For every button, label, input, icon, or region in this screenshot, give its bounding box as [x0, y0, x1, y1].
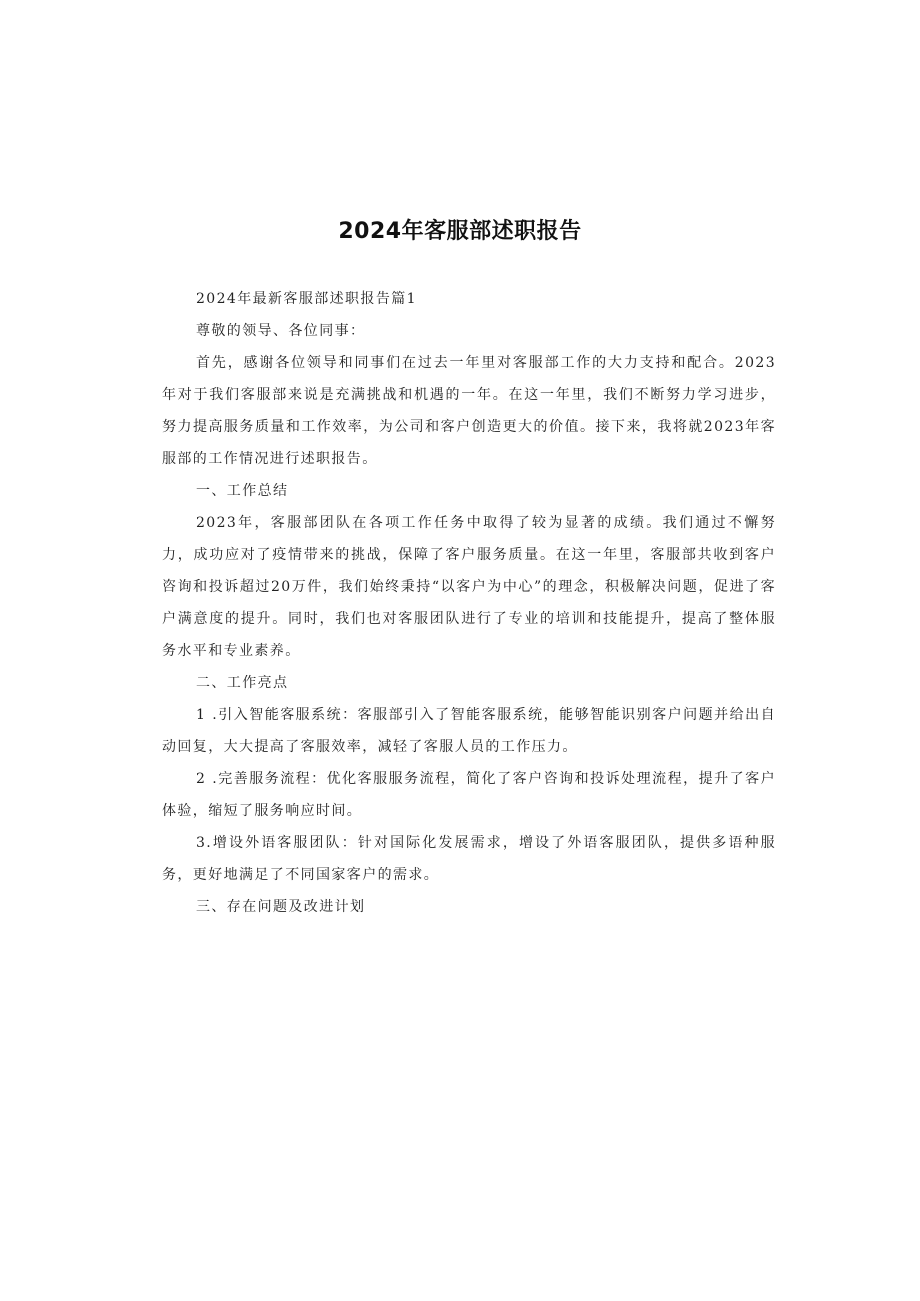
document-body — [162, 283, 776, 923]
section-heading-highlights: 二、工作亮点 — [196, 675, 289, 691]
paragraph-highlight-1: 1 .引入智能客服系统：客服部引入了智能客服系统，能够智能识别客户问题并给出自动回复，大大提高了客服效率，减轻了客服人员的工作压力。 — [162, 707, 776, 755]
paragraph-intro: 首先，感谢各位领导和同事们在过去一年里对客服部工作的大力支持和配合。2023年对于我们客服部来说是充满挑战和机遇的一年。在这一年里，我们不断努力学习进步，努力提高服务质量和工作效率，为公司和客户创造更大的价值。接下来，我将就2023年客服部的工作情况进行述职报告。 — [162, 355, 776, 467]
section-heading-summary: 一、工作总结 — [196, 483, 289, 499]
document-title: 2024年客服部述职报告 — [338, 219, 582, 244]
paragraph-highlight-2: 2 .完善服务流程：优化客服服务流程，简化了客户咨询和投诉处理流程，提升了客户体验，缩短了服务响应时间。 — [162, 771, 776, 819]
paragraph-salutation: 尊敬的领导、各位同事： — [196, 323, 366, 339]
section-heading-issues: 三、存在问题及改进计划 — [196, 899, 366, 915]
paragraph-highlight-3: 3.增设外语客服团队：针对国际化发展需求，增设了外语客服团队，提供多语种服务，更好地满足了不同国家客户的需求。 — [162, 835, 776, 883]
paragraph-summary: 2023年，客服部团队在各项工作任务中取得了较为显著的成绩。我们通过不懈努力，成功应对了疫情带来的挑战，保障了客户服务质量。在这一年里，客服部共收到客户咨询和投诉超过20万件，我们始终秉持“以客户为中心”的理念，积极解决问题，促进了客户满意度的提升。同时，我们也对客服团队进行了专业的培训和技能提升，提高了整体服务水平和专业素养。 — [162, 515, 776, 659]
paragraph-subtitle: 2024年最新客服部述职报告篇1 — [196, 291, 417, 307]
